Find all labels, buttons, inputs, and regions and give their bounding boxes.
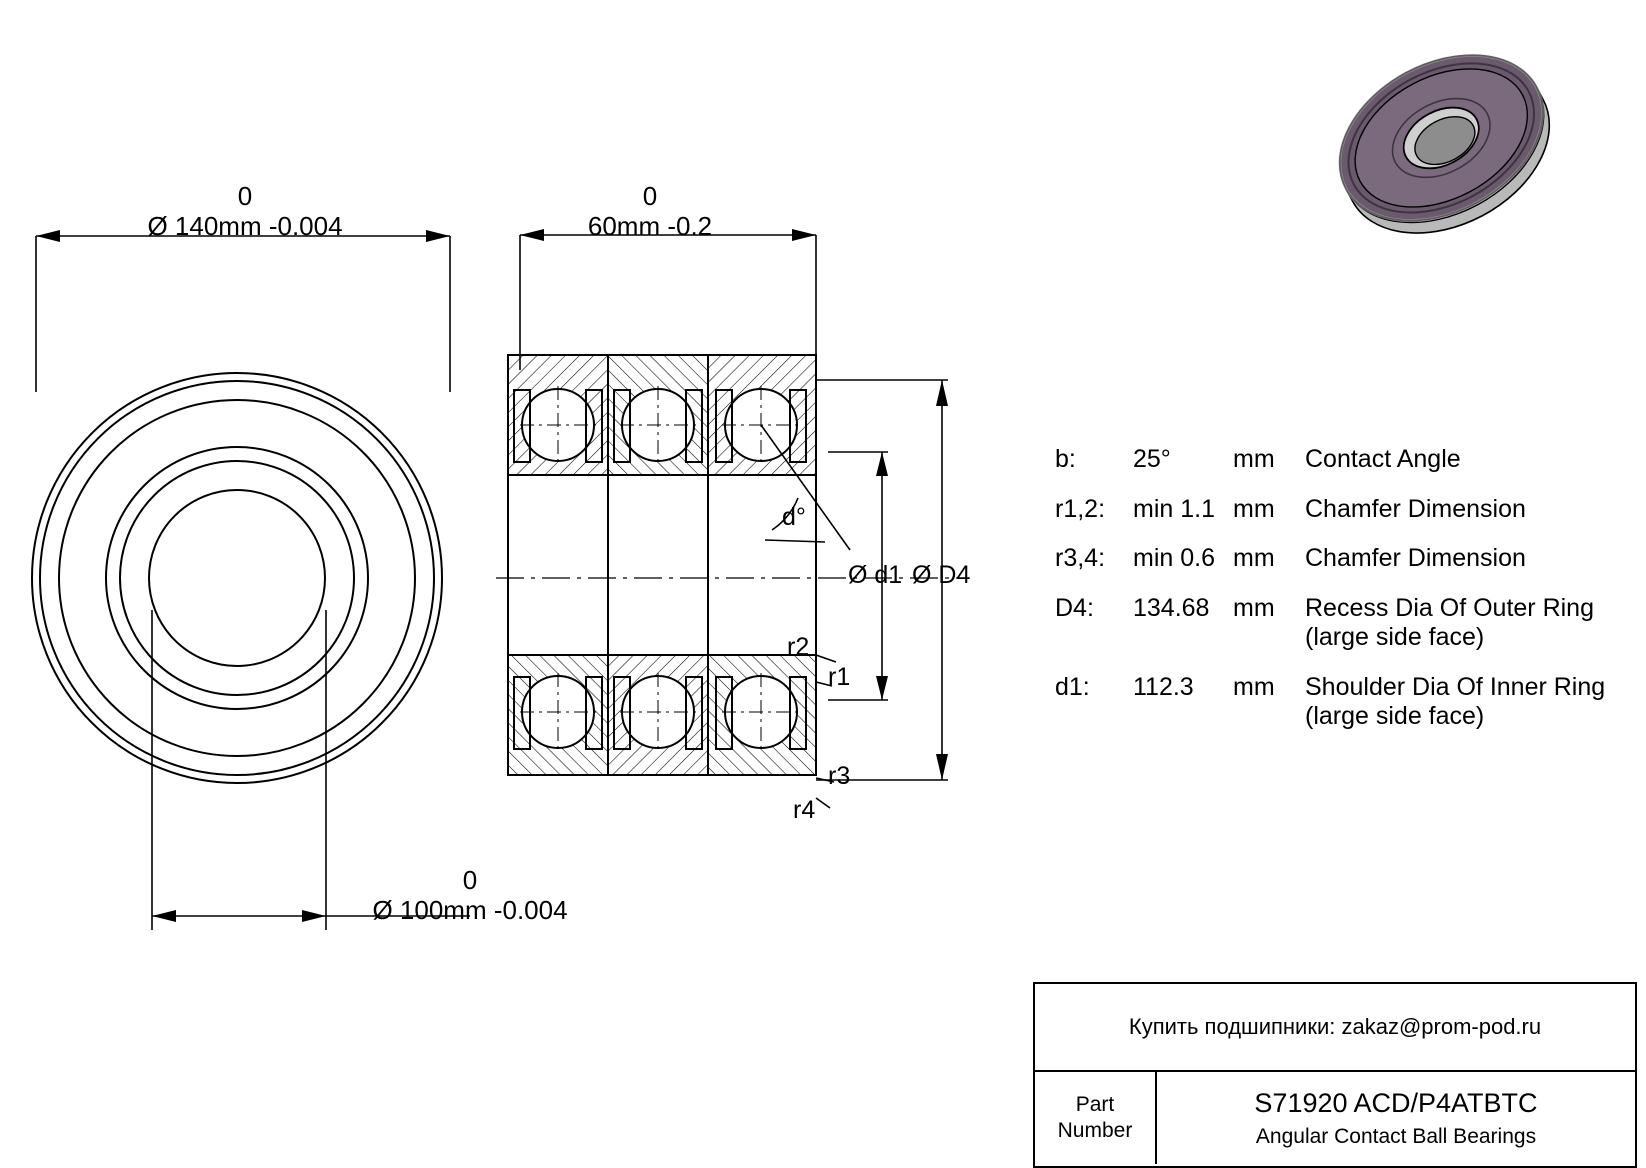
label-r4: r4 (793, 796, 816, 824)
part-number-label (1035, 1072, 1157, 1164)
spec-key: r1,2: (1055, 494, 1106, 523)
spec-description-line2: (large side face) (1305, 702, 1485, 730)
part-number-row (1035, 1072, 1635, 1164)
section-view-drawing (480, 200, 1000, 840)
label-r2: r2 (787, 633, 810, 661)
spec-description (1305, 594, 1594, 653)
section-view-width-dimension (560, 182, 740, 242)
label-D4: Ø D4 (912, 561, 971, 589)
title-block (1033, 982, 1637, 1168)
spec-description (1305, 673, 1605, 732)
part-category: Angular Contact Ball Bearings (1255, 1124, 1537, 1148)
part-label-line1: Part (1075, 1092, 1115, 1116)
front-view-inner-dimension (330, 866, 610, 926)
contact-info-text: Купить подшипники: zakaz@prom-pod.ru (1128, 1014, 1542, 1039)
front-view-outer-dimension (110, 182, 380, 242)
label-r3: r3 (828, 762, 851, 790)
part-label-line2: Number (1057, 1119, 1133, 1142)
spec-description-line1: Chamfer Dimension (1305, 494, 1526, 523)
label-d1: Ø d1 (848, 561, 903, 589)
width-dim-value: 60mm -0.2 (587, 210, 713, 241)
spec-key: b: (1055, 445, 1076, 473)
spec-description-line1: Contact Angle (1305, 445, 1461, 473)
part-number-value: S71920 ACD/P4ATBTC (1254, 1087, 1538, 1118)
spec-value: 112.3 (1133, 672, 1194, 701)
spec-unit: mm (1233, 593, 1275, 622)
specification-table (1055, 445, 1635, 752)
spec-description-line2: (large side face) (1305, 623, 1485, 651)
outer-dim-tolerance: 0 (237, 181, 253, 211)
spec-row (1055, 544, 1635, 574)
spec-description (1305, 495, 1526, 525)
part-number-value-cell (1157, 1072, 1635, 1164)
spec-row (1055, 495, 1635, 525)
spec-value: 134.68 (1133, 593, 1210, 622)
spec-value: min 0.6 (1133, 544, 1215, 572)
spec-key: D4: (1055, 593, 1094, 622)
outer-dim-value: Ø 140mm -0.004 (147, 210, 343, 241)
spec-value: 25° (1133, 445, 1171, 473)
spec-description (1305, 445, 1461, 475)
spec-description (1305, 544, 1526, 574)
spec-key: r3,4: (1055, 544, 1106, 572)
spec-key: d1: (1055, 672, 1090, 701)
width-dim-tolerance: 0 (642, 181, 658, 211)
spec-value: min 1.1 (1133, 494, 1215, 523)
spec-unit: mm (1233, 544, 1275, 572)
bearing-3d-illustration (1330, 30, 1560, 250)
front-view-drawing (0, 0, 520, 960)
contact-angle-label: d° (782, 503, 806, 531)
spec-row (1055, 445, 1635, 475)
spec-unit: mm (1233, 672, 1275, 701)
contact-info-row (1035, 984, 1635, 1072)
spec-row (1055, 673, 1635, 732)
spec-unit: mm (1233, 445, 1275, 473)
spec-description-line1: Shoulder Dia Of Inner Ring (1305, 672, 1606, 701)
label-r1: r1 (828, 663, 851, 691)
spec-description-line1: Chamfer Dimension (1305, 544, 1526, 572)
spec-row (1055, 594, 1635, 653)
inner-dim-tolerance: 0 (462, 865, 478, 895)
inner-dim-value: Ø 100mm -0.004 (372, 894, 568, 925)
spec-unit: mm (1233, 494, 1275, 523)
spec-description-line1: Recess Dia Of Outer Ring (1305, 593, 1594, 622)
